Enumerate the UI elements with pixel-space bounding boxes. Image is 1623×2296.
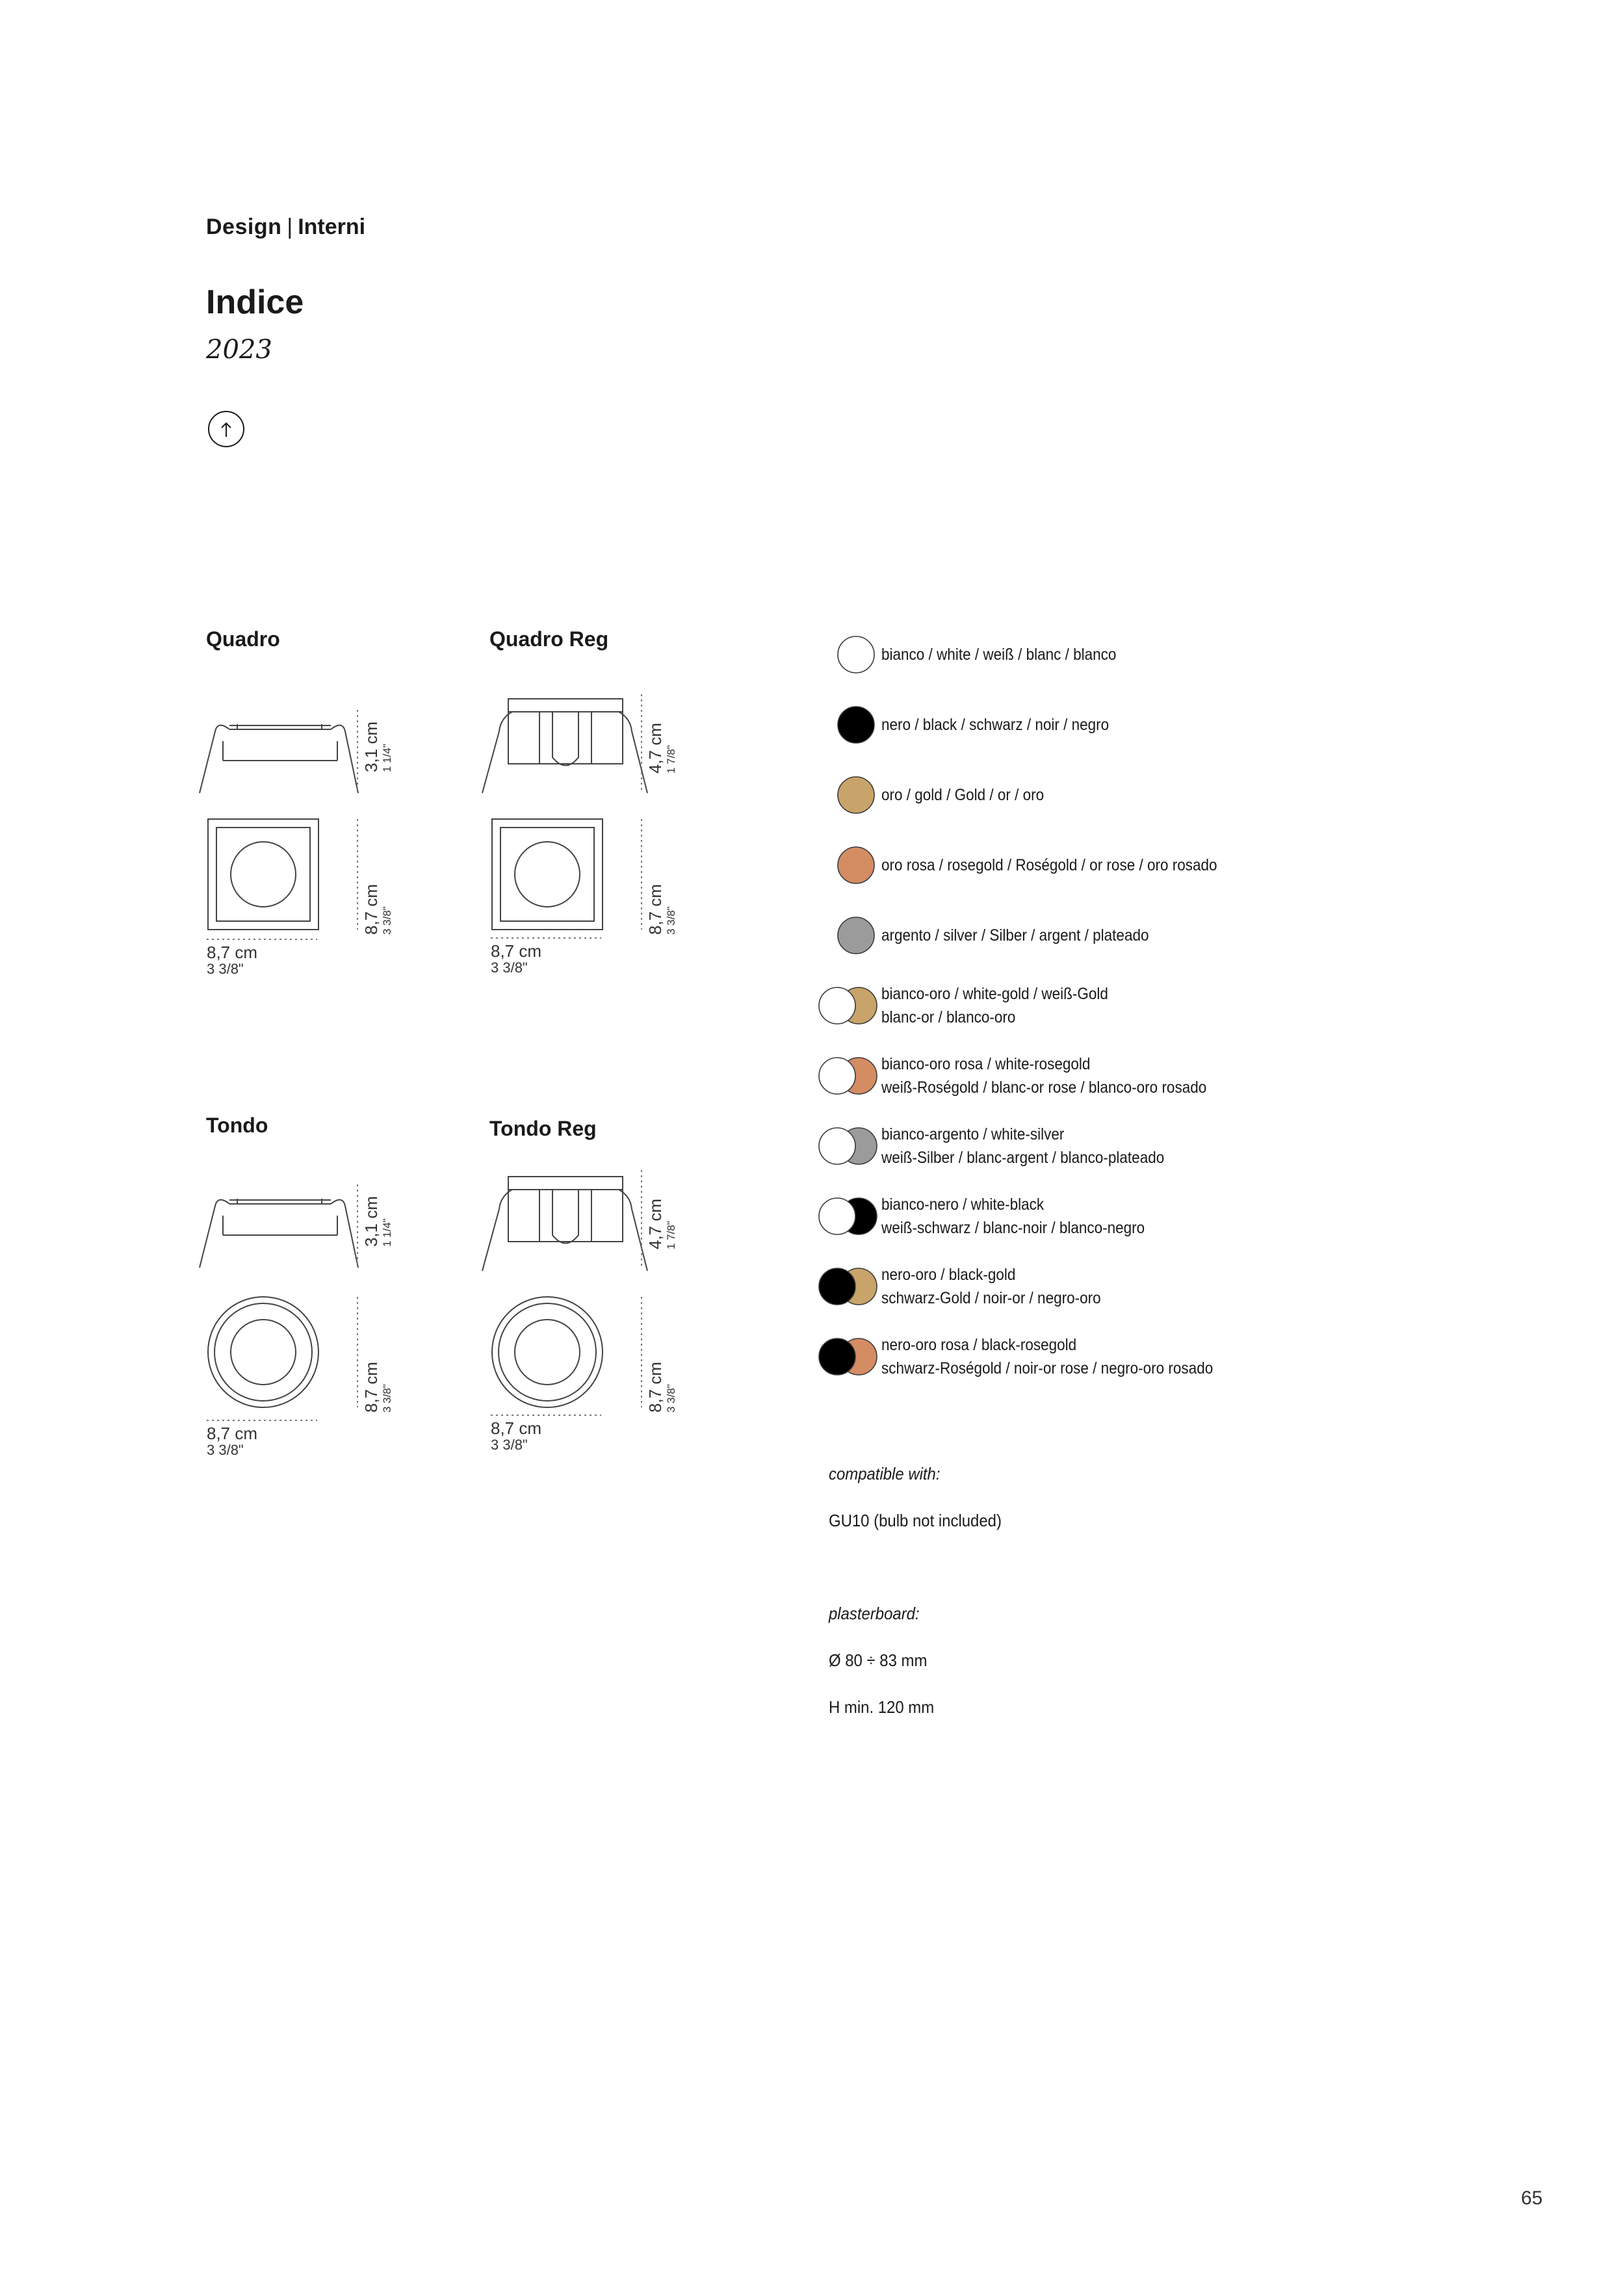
tondo-height-dim-line (356, 1184, 359, 1265)
finish-label: oro rosa / rosegold / Roségold / or rose / oro rosado (881, 856, 1217, 874)
arrow-up-icon (209, 412, 246, 449)
tondo-width-dim: 8,7 cm (207, 1424, 258, 1443)
quadro-reg-face-dim: 8,7 cm (645, 883, 665, 935)
plasterboard-diameter: Ø 80 ÷ 83 mm (829, 1650, 928, 1670)
tondo-face-dim-inch: 3 3/8" (381, 1384, 393, 1413)
quadro-reg-front-view (489, 816, 606, 933)
two-tone-swatch-icon (808, 1334, 879, 1379)
finish-swatch-row (808, 983, 1458, 1028)
brand-separator: | (287, 215, 293, 239)
two-tone-swatch-icon (808, 1194, 879, 1239)
quadro-height-dim-inch: 1 1/4" (381, 744, 393, 772)
finish-swatch-row (808, 632, 1458, 677)
tondo-reg-height-dim: 4,7 cm (645, 1198, 665, 1249)
quadro-reg-height-dim-line (640, 694, 643, 792)
finish-swatch-row (808, 1053, 1458, 1099)
finish-label: bianco-nero / white-black (881, 1195, 1045, 1214)
tondo-reg-face-dim-inch: 3 3/8" (665, 1384, 677, 1413)
compatible-value: GU10 (bulb not included) (829, 1511, 1002, 1530)
finish-label: oro / gold / Gold / or / oro (881, 786, 1045, 804)
tondo-reg-width-dim: 8,7 cm (491, 1418, 542, 1438)
finish-label: bianco-oro / white-gold / weiß-Gold (881, 985, 1108, 1003)
finish-label-secondary: blanc-or / blanco-oro (881, 1008, 1016, 1026)
finish-swatch-row (808, 1194, 1458, 1239)
quadro-width-dim-inch: 3 3/8" (207, 961, 244, 977)
tondo-height-dim-inch: 1 1/4" (381, 1218, 393, 1247)
tondo-width-dim-line (207, 1419, 317, 1422)
quadro-height-dim: 3,1 cm (361, 721, 381, 772)
quadro-reg-side-view (474, 692, 656, 800)
tondo-reg-height-dim-inch: 1 7/8" (665, 1221, 677, 1249)
finish-label-secondary: weiß-Silber / blanc-argent / blanco-plateado (881, 1149, 1165, 1167)
finish-label-secondary: schwarz-Gold / noir-or / negro-oro (881, 1289, 1101, 1307)
tondo-reg-height-dim-line (640, 1170, 643, 1268)
quadro-reg-height-dim-inch: 1 7/8" (665, 745, 677, 774)
finish-swatch-row (808, 1264, 1458, 1309)
quadro-reg-width-dim-inch: 3 3/8" (491, 959, 528, 976)
brand-header (206, 215, 365, 240)
tondo-face-dim: 8,7 cm (361, 1361, 381, 1413)
quadro-front-view (205, 816, 322, 933)
tondo-reg-side-view (474, 1170, 656, 1277)
quadro-face-dim: 8,7 cm (361, 883, 381, 935)
page-title: Indice (206, 283, 304, 321)
finish-swatch-row (808, 702, 1458, 748)
color-swatch-icon (808, 913, 879, 958)
finish-label: bianco-argento / white-silver (881, 1125, 1065, 1143)
tondo-reg-width-dim-line (491, 1414, 601, 1416)
finish-label: nero-oro rosa / black-rosegold (881, 1336, 1077, 1354)
brand-name: Design (206, 215, 282, 239)
finish-swatch-row (808, 913, 1458, 958)
product-name-quadro: Quadro (206, 627, 280, 651)
quadro-face-dim-inch: 3 3/8" (381, 906, 393, 935)
tondo-side-view (192, 1183, 367, 1274)
two-tone-swatch-icon (808, 1264, 879, 1309)
section-name: Interni (298, 215, 366, 239)
quadro-reg-width-dim: 8,7 cm (491, 941, 542, 961)
two-tone-swatch-icon (808, 1053, 879, 1099)
finish-label-secondary: weiß-schwarz / blanc-noir / blanco-negro (881, 1219, 1145, 1237)
finish-label: bianco / white / weiß / blanc / blanco (881, 646, 1117, 664)
quadro-reg-face-dim-inch: 3 3/8" (665, 906, 677, 935)
finish-swatch-row (808, 1123, 1458, 1169)
finish-label: argento / silver / Silber / argent / plateado (881, 926, 1149, 945)
color-swatch-icon (808, 702, 879, 748)
finish-label: nero-oro / black-gold (881, 1266, 1016, 1284)
color-swatch-icon (808, 632, 879, 677)
finish-swatch-row (808, 772, 1458, 818)
finish-label-secondary: schwarz-Roségold / noir-or rose / negro-oro rosado (881, 1359, 1214, 1377)
finish-swatch-row (808, 842, 1458, 888)
tondo-reg-width-dim-inch: 3 3/8" (491, 1437, 528, 1453)
quadro-reg-face-dim-line (640, 819, 643, 930)
tondo-width-dim-inch: 3 3/8" (207, 1442, 244, 1458)
product-name-tondo-reg: Tondo Reg (489, 1117, 597, 1140)
back-to-top-button[interactable] (208, 411, 244, 447)
quadro-reg-width-dim-line (491, 937, 601, 939)
finish-swatch-row (808, 1334, 1458, 1379)
page-number: 65 (1521, 2187, 1543, 2209)
finish-label: bianco-oro rosa / white-rosegold (881, 1055, 1091, 1073)
tondo-front-view (205, 1294, 322, 1411)
page-year: 2023 (206, 335, 272, 365)
compatible-label: compatible with: (829, 1464, 941, 1483)
color-swatch-icon (808, 842, 879, 888)
plasterboard-height: H min. 120 mm (829, 1697, 935, 1717)
tondo-reg-face-dim: 8,7 cm (645, 1361, 665, 1413)
plasterboard-label: plasterboard: (829, 1604, 920, 1623)
tondo-reg-front-view (489, 1294, 606, 1411)
tondo-height-dim: 3,1 cm (361, 1195, 381, 1247)
product-name-quadro-reg: Quadro Reg (489, 627, 609, 651)
two-tone-swatch-icon (808, 983, 879, 1028)
quadro-face-dim-line (356, 819, 359, 930)
finish-label: nero / black / schwarz / noir / negro (881, 716, 1110, 734)
quadro-width-dim-line (207, 938, 317, 941)
two-tone-swatch-icon (808, 1123, 879, 1169)
quadro-side-view (192, 709, 367, 800)
color-swatch-icon (808, 772, 879, 818)
quadro-reg-height-dim: 4,7 cm (645, 722, 665, 774)
tondo-face-dim-line (356, 1297, 359, 1407)
product-name-tondo: Tondo (206, 1114, 268, 1137)
tondo-reg-face-dim-line (640, 1297, 643, 1407)
quadro-height-dim-line (356, 710, 359, 790)
finish-label-secondary: weiß-Roségold / blanc-or rose / blanco-oro rosado (881, 1078, 1207, 1097)
quadro-width-dim: 8,7 cm (207, 943, 258, 962)
